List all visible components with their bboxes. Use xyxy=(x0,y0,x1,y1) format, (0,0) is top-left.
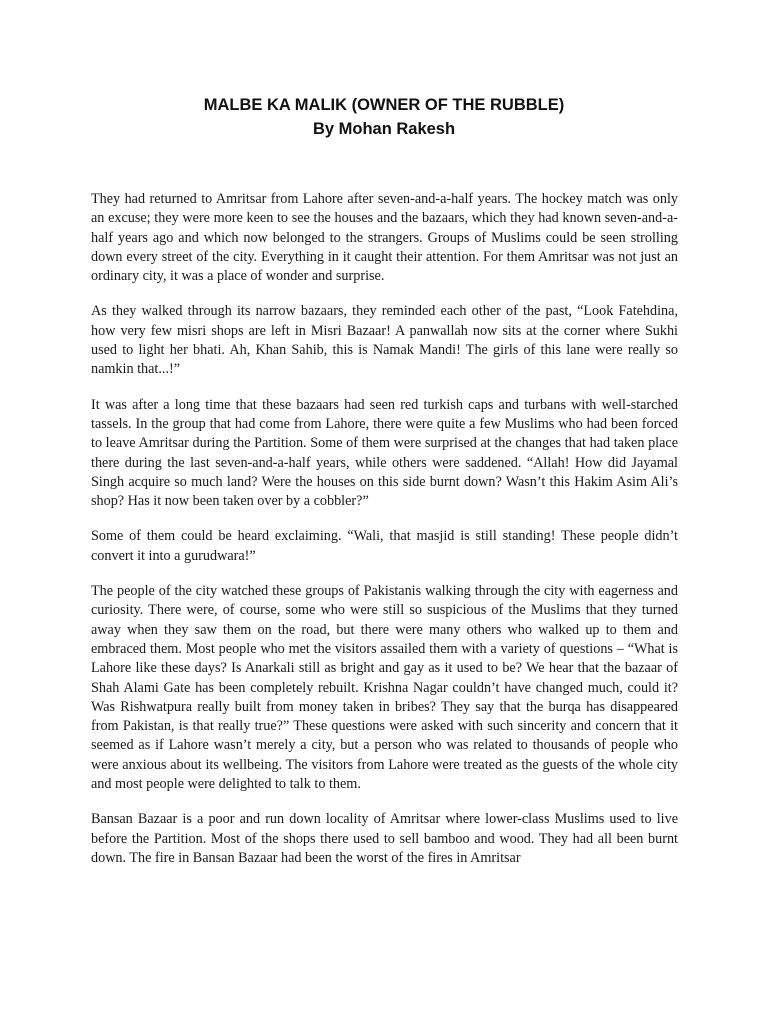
document-title: MALBE KA MALIK (OWNER OF THE RUBBLE) xyxy=(203,96,565,114)
paragraph-6: Bansan Bazaar is a poor and run down locality of Amritsar where lower-class Muslims used to live before the Partition. Most of the shops there used to sell bamboo and wood. They had all been burnt down. The fire in Bansan Bazaar had been the worst of the fires in Amritsar xyxy=(91,811,678,866)
title-block xyxy=(0,93,768,141)
paragraph-2: As they walked through its narrow bazaars, they reminded each other of the past, “Look Fatehdina, how very few misri shops are left in Misri Bazaar! A panwallah now sits at the corner where Sukhi used to light her bhati. Ah, Khan Sahib, this is Namak Mandi! The girls of this lane were really so namkin that...!” xyxy=(91,303,678,378)
paragraph-3: It was after a long time that these bazaars had seen red turkish caps and turbans with well-starched tassels. In the group that had come from Lahore, there were quite a few Muslims who had been forced to leave Amritsar during the Partition. Some of them were surprised at the changes that had taken place there during the last seven-and-a-half years, while others were saddened. “Allah! How did Jayamal Singh acquire so much land? Were the houses on this side burnt down? Wasn’t this Hakim Asim Ali’s shop? Has it now been taken over by a cobbler?” xyxy=(91,396,678,510)
paragraph-4: Some of them could be heard exclaiming. “Wali, that masjid is still standing! These people didn’t convert it into a gurudwara!” xyxy=(91,528,678,564)
document-byline: By Mohan Rakesh xyxy=(312,120,456,138)
document-body xyxy=(91,190,678,884)
paragraph-5: The people of the city watched these groups of Pakistanis walking through the city with eagerness and curiosity. There were, of course, some who were still so suspicious of the Muslims that they turned away when they saw them on the road, but there were many others who walked up to them and embraced them. Most people who met the visitors assailed them with a variety of questions – “What is Lahore like these days? Is Anarkali still as bright and gay as it used to be? We hear that the bazaar of Shah Alami Gate has been completely rebuilt. Krishna Nagar couldn’t have changed much, could it? Was Rishwatpura really built from money taken in bribes? They say that the burqa has disappeared from Pakistan, is that really true?” These questions were asked with such sincerity and concern that it seemed as if Lahore wasn’t merely a city, but a person who was related to thousands of people who were anxious about its wellbeing. The visitors from Lahore were treated as the guests of the whole city and most people were delighted to talk to them. xyxy=(91,583,678,793)
paragraph-1: They had returned to Amritsar from Lahore after seven-and-a-half years. The hockey match was only an excuse; they were more keen to see the houses and the bazaars, which they had known seven-and-a-half years ago and which now belonged to the strangers. Groups of Muslims could be seen strolling down every street of the city. Everything in it caught their attention. For them Amritsar was not just an ordinary city, it was a place of wonder and surprise. xyxy=(91,191,678,285)
